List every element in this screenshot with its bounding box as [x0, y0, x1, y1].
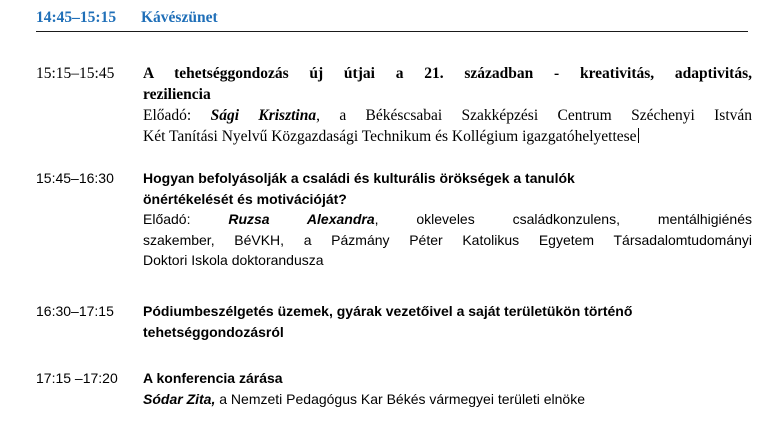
presenter-line	[143, 389, 752, 410]
item-title-line: önértékelését és motivációját?	[143, 190, 347, 207]
presenter-name: Ruzsa Alexandra	[228, 211, 375, 227]
presenter-label: Előadó:	[143, 107, 211, 124]
text-cursor	[638, 128, 639, 143]
presenter-line	[143, 126, 752, 147]
item-body	[143, 63, 752, 147]
presenter-affiliation: a Nemzeti Pedagógus Kar Békés vármegyei területi elnöke	[215, 390, 585, 407]
item-body	[143, 368, 752, 409]
presenter-label: Előadó:	[143, 211, 229, 227]
break-time: 14:45–15:15	[36, 9, 117, 26]
item-title-line: Hogyan befolyásolják a családi és kulturális örökségek a tanulók	[143, 170, 575, 186]
presenter-name: Sódar Zita,	[143, 390, 216, 407]
item-time: 16:30–17:15	[36, 303, 114, 319]
item-title-line: Pódiumbeszélgetés üzemek, gyárak vezetőivel a saját területükön történő	[143, 303, 633, 319]
presenter-affiliation: , okleveles családkonzulens, mentálhigiénés	[374, 211, 752, 227]
item-title-line: tehetséggondozásról	[143, 323, 284, 340]
break-title: Kávészünet	[141, 9, 218, 26]
coffee-break-row	[36, 5, 748, 32]
presenter-affiliation: Két Tanítási Nyelvű Közgazdasági Technikum és Kollégium igazgatóhelyettese	[143, 128, 637, 145]
presenter-affiliation: , a Békéscsabai Szakképzési Centrum Széchenyi István	[316, 107, 753, 124]
item-body	[143, 168, 752, 271]
item-title-line: A konferencia zárása	[143, 370, 283, 386]
item-time: 15:45–16:30	[36, 170, 114, 186]
presenter-line: szakember, BéVKH, a Pázmány Péter Katolikus Egyetem Társadalomtudományi	[143, 231, 752, 248]
item-time: 17:15 –17:20	[36, 370, 118, 386]
presenter-name: Sági Krisztina	[210, 107, 317, 124]
item-title-line: reziliencia	[143, 86, 211, 103]
item-title-line: A tehetséggondozás új útjai a 21. században - kreativitás, adaptivitás,	[143, 65, 752, 82]
presenter-line: Doktori Iskola doktorandusza	[143, 252, 324, 268]
presenter-line	[143, 105, 752, 126]
item-body	[143, 301, 752, 342]
presenter-line	[143, 209, 752, 230]
item-time: 15:15–15:45	[36, 65, 115, 82]
